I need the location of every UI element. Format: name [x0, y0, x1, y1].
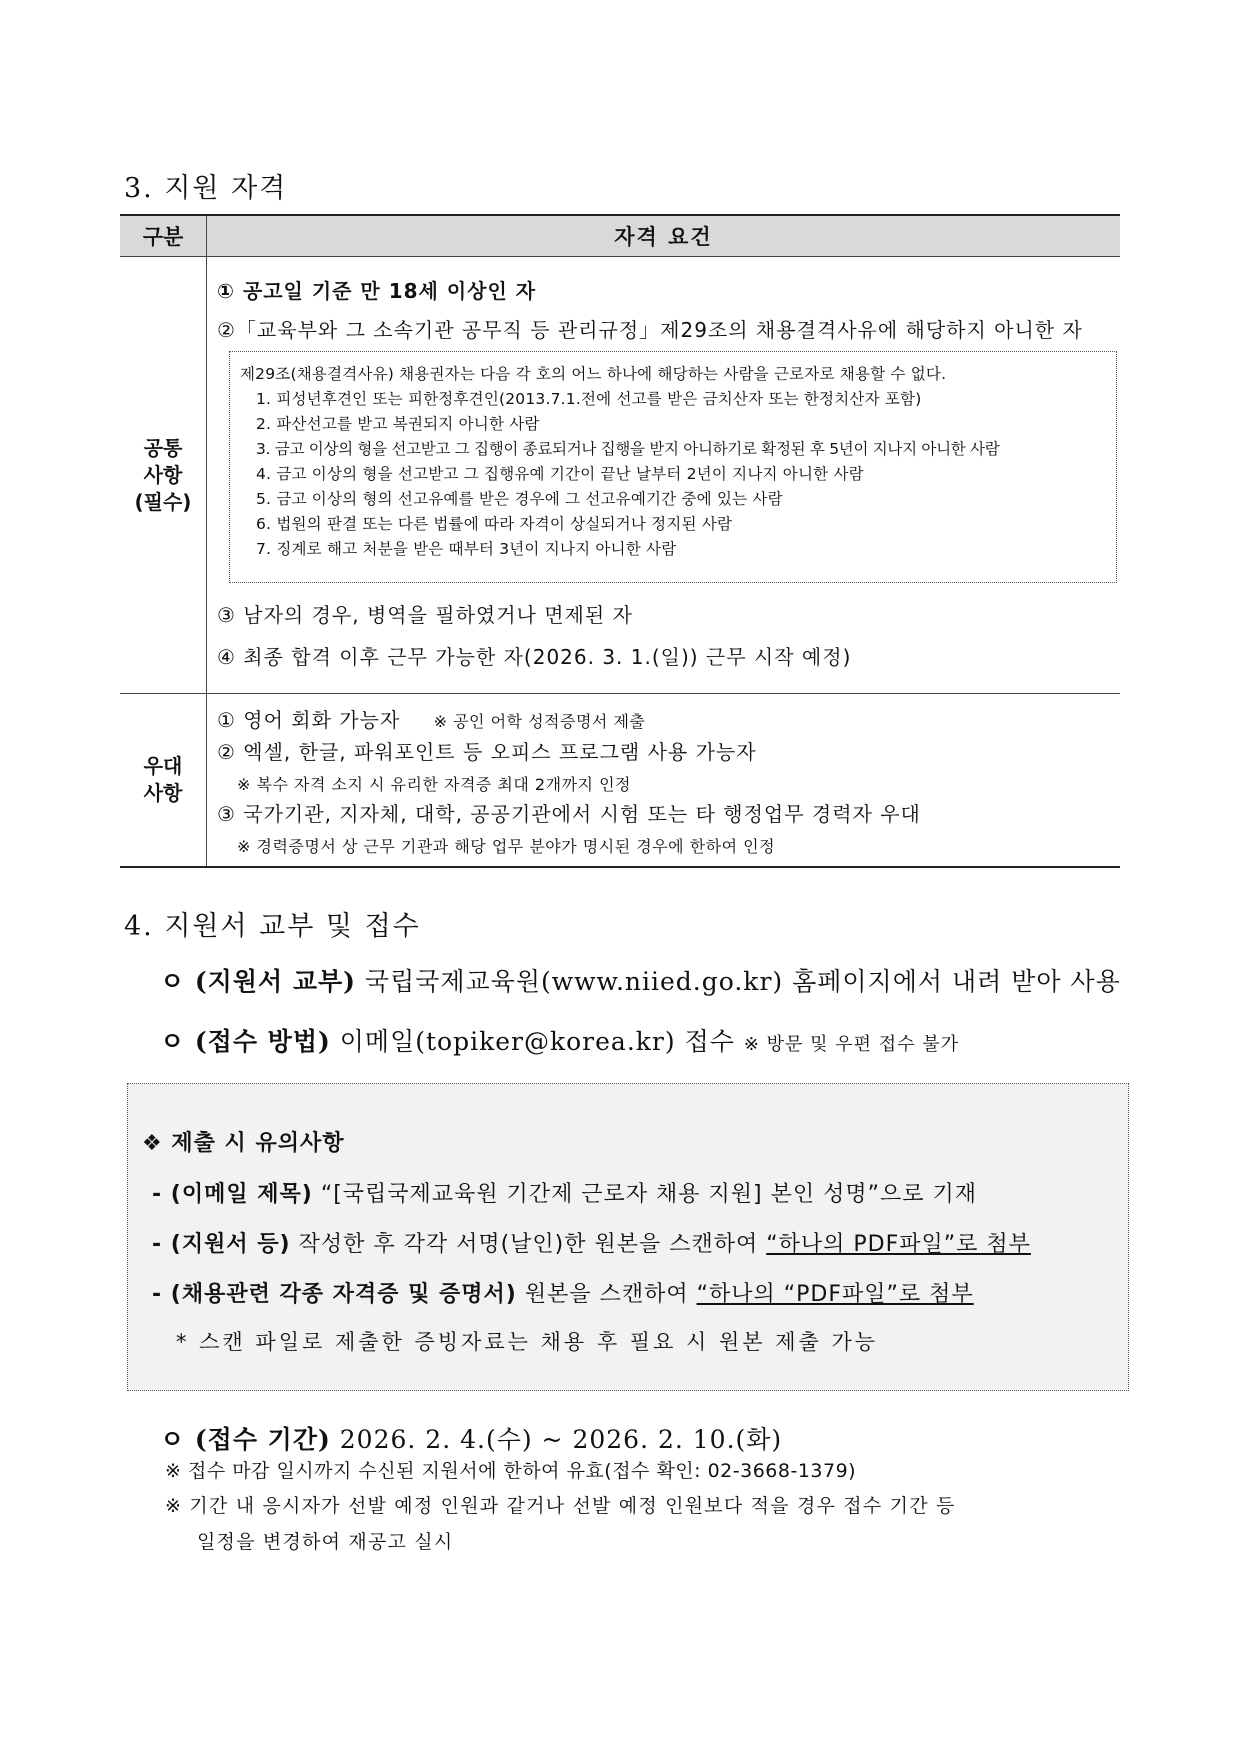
article-item-7: 7. 징계로 해고 처분을 받은 때부터 3년이 지나지 아니한 사람	[256, 540, 677, 558]
article-item-6: 6. 법원의 판결 또는 다른 법률에 따라 자격이 상실되거나 정지된 사람	[256, 515, 733, 533]
article-heading: 제29조(채용결격사유) 채용권자는 다음 각 호의 어느 하나에 해당하는 사람을 근로자로 채용할 수 없다.	[240, 365, 947, 383]
table-row-preferred	[120, 694, 1120, 866]
article-item-5: 5. 금고 이상의 형의 선고유예를 받은 경우에 그 선고유예기간 중에 있는 사람	[256, 490, 783, 508]
article-item-4: 4. 금고 이상의 형을 선고받고 그 집행유예 기간이 끝난 날부터 2년이 지나지 아니한 사람	[256, 465, 864, 483]
common-item-2: ②「교육부와 그 소속기관 공무직 등 관리규정」제29조의 채용결격사유에 해당하지 아니한 자	[217, 318, 1083, 342]
notice-line-2-text: 작성한 후 각각 서명(날인)한 원본을 스캔하여	[290, 1232, 767, 1257]
notice-line-2-label: - (지원서 등)	[152, 1232, 291, 1257]
common-item-1: ① 공고일 기준 만 18세 이상인 자	[217, 279, 537, 303]
common-item-4: ④ 최종 합격 이후 근무 가능한 자(2026. 3. 1.(일)) 근무 시작 예정)	[217, 645, 852, 669]
period-note-2a: ※ 기간 내 응시자가 선발 예정 인원과 같거나 선발 예정 인원보다 적을 경우 접수 기간 등	[165, 1495, 956, 1517]
distribution-line	[160, 962, 1121, 998]
table-header	[120, 216, 1120, 257]
method-line	[160, 1022, 959, 1058]
section-3-title: 3. 지원 자격	[124, 173, 288, 204]
notice-line-2	[152, 1227, 1031, 1258]
notice-line-3	[152, 1277, 974, 1308]
notice-line-1	[152, 1177, 977, 1208]
notice-line-1-label: - (이메일 제목)	[152, 1182, 313, 1207]
method-text: 이메일(topiker@korea.kr) 접수	[330, 1027, 744, 1056]
article-29-box	[229, 351, 1117, 583]
period-line	[160, 1420, 782, 1456]
row-content-preferred	[207, 694, 1120, 866]
row-label-common: 공통 사항 (필수)	[120, 257, 207, 693]
preferred-item-3: ③ 국가기관, 지자체, 대학, 공공기관에서 시험 또는 타 행정업무 경력자 우대	[217, 802, 921, 826]
header-requirements: 자격 요건	[614, 225, 713, 249]
preferred-item-1-text: ① 영어 회화 가능자	[217, 708, 401, 732]
notice-line-3-label: - (채용관련 각종 자격증 및 증명서)	[152, 1282, 517, 1307]
preferred-item-1-note: ※ 공인 어학 성적증명서 제출	[433, 712, 646, 731]
preferred-item-1	[217, 704, 645, 733]
table-row-common	[120, 257, 1120, 694]
notice-line-3-emphasis: “하나의 “PDF파일”로 첨부	[696, 1282, 974, 1307]
notice-title: ❖ 제출 시 유의사항	[142, 1131, 345, 1156]
qualification-table	[120, 214, 1120, 868]
notice-line-2-emphasis: “하나의 PDF파일”로 첨부	[766, 1232, 1031, 1257]
notice-line-1-text: “[국립국제교육원 기간제 근로자 채용 지원] 본인 성명”으로 기재	[312, 1182, 978, 1207]
article-item-3: 3. 금고 이상의 형을 선고받고 그 집행이 종료되거나 집행을 받지 아니하기로 확정된 후 5년이 지나지 아니한 사람	[256, 440, 1000, 458]
article-item-1: 1. 피성년후견인 또는 피한정후견인(2013.7.1.전에 선고를 받은 금치산자 또는 한정치산자 포함)	[256, 390, 922, 408]
section-4-title: 4. 지원서 교부 및 접수	[124, 911, 421, 942]
distribution-text: 국립국제교육원(www.niied.go.kr) 홈페이지에서 내려 받아 사용	[355, 967, 1121, 996]
method-label: ㅇ (접수 방법)	[160, 1027, 331, 1056]
notice-line-3-text: 원본을 스캔하여	[516, 1282, 697, 1307]
notice-line-4: * 스캔 파일로 제출한 증빙자료는 채용 후 필요 시 원본 제출 가능	[176, 1330, 879, 1354]
submission-notice-box	[127, 1083, 1129, 1391]
preferred-item-2-note: ※ 복수 자격 소지 시 유리한 자격증 최대 2개까지 인정	[237, 775, 631, 794]
preferred-item-3-note: ※ 경력증명서 상 근무 기관과 해당 업무 분야가 명시된 경우에 한하여 인정	[237, 837, 776, 856]
period-note-1: ※ 접수 마감 일시까지 수신된 지원서에 한하여 유효(접수 확인: 02-3668-1379)	[165, 1460, 857, 1482]
distribution-label: ㅇ (지원서 교부)	[160, 967, 356, 996]
header-category: 구분	[120, 216, 207, 256]
period-note-2b: 일정을 변경하여 재공고 실시	[197, 1531, 454, 1553]
preferred-item-2: ② 엑셀, 한글, 파워포인트 등 오피스 프로그램 사용 가능자	[217, 740, 757, 764]
method-note: ※ 방문 및 우편 접수 불가	[743, 1034, 960, 1055]
row-content-common	[207, 257, 1120, 693]
common-item-3: ③ 남자의 경우, 병역을 필하였거나 면제된 자	[217, 603, 633, 627]
period-text: 2026. 2. 4.(수) ~ 2026. 2. 10.(화)	[330, 1425, 783, 1454]
period-label: ㅇ (접수 기간)	[160, 1425, 331, 1454]
row-label-preferred: 우대 사항	[120, 694, 207, 866]
article-item-2: 2. 파산선고를 받고 복권되지 아니한 사람	[256, 415, 540, 433]
